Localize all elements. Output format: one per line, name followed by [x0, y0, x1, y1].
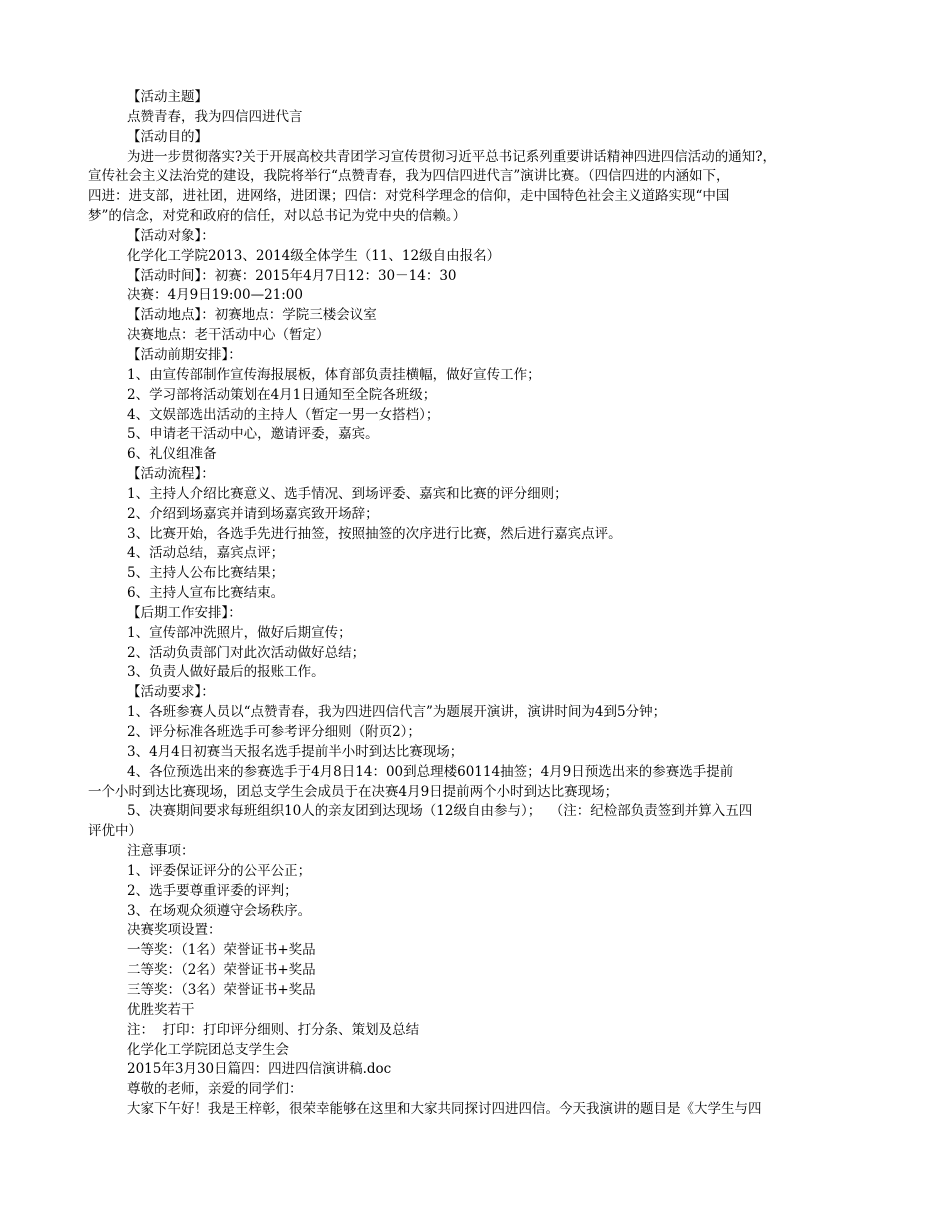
- award-item: 优胜奖若干: [127, 1001, 195, 1018]
- heading-notes: 注意事项：: [127, 843, 195, 860]
- text-line: 为进一步贯彻落实?关于开展高校共青团学习宣传贯彻习近平总书记系列重要讲话精神四进四信活动的通知?，: [127, 148, 776, 165]
- list-item: 2、介绍到场嘉宾并请到场嘉宾致开场辞；: [127, 505, 379, 522]
- list-item: 2、活动负责部门对此次活动做好总结；: [127, 644, 366, 661]
- heading-process: 【活动流程】：: [127, 466, 215, 483]
- text-line: 决赛：4月9日19:00—21:00: [127, 287, 303, 304]
- list-item: 1、主持人介绍比赛意义、选手情况、到场评委、嘉宾和比赛的评分细则；: [127, 485, 568, 502]
- award-item: 二等奖：（2名）荣誉证书+奖品: [127, 962, 316, 979]
- list-item: 5、主持人公布比赛结果；: [127, 565, 285, 582]
- list-item: 2、评分标准各班选手可参考评分细则（附页2）；: [127, 724, 421, 740]
- list-item: 3、负责人做好最后的报账工作。: [127, 664, 325, 681]
- list-item: 3、在场观众须遵守会场秩序。: [127, 902, 312, 919]
- salutation: 尊敬的老师，亲爱的同学们：: [127, 1081, 303, 1098]
- heading-awards: 决赛奖项设置：: [127, 922, 222, 939]
- list-item: 5、申请老干活动中心，邀请评委，嘉宾。: [127, 426, 379, 443]
- heading-location: 【活动地点】：初赛地点：学院三楼会议室: [127, 307, 377, 324]
- list-item: 3、4月4日初赛当天报名选手提前半小时到达比赛现场；: [127, 743, 464, 760]
- list-item: 1、宣传部冲洗照片，做好后期宣传；: [127, 624, 352, 641]
- print-note: 注： 打印：打印评分细则、打分条、策划及总结: [127, 1021, 420, 1038]
- list-item: 2、学习部将活动策划在4月1日通知至全院各班级；: [127, 386, 437, 403]
- organizer-signature: 化学化工学院团总支学生会: [127, 1041, 289, 1058]
- document-page: [88, 88, 868, 1120]
- list-item-continued: 一个小时到达比赛现场，团总支学生会成员于在决赛4月9日提前两个小时到达比赛现场；: [88, 783, 619, 800]
- list-item: 6、主持人宣布比赛结束。: [127, 585, 285, 602]
- speech-opening: 大家下午好！我是王梓彰，很荣幸能够在这里和大家共同探讨四进四信。今天我演讲的题目是《大学生与四: [127, 1101, 762, 1118]
- list-item: 1、评委保证评分的公平公正；: [127, 862, 312, 879]
- list-item: 1、各班参赛人员以“点赞青春，我为四进四信代言”为题展开演讲，演讲时间为4到5分钟；: [127, 704, 667, 721]
- award-item: 三等奖：（3名）荣誉证书+奖品: [127, 981, 316, 998]
- heading-purpose: 【活动目的】: [127, 128, 208, 145]
- list-item: 2、选手要尊重评委的评判；: [127, 882, 298, 899]
- text-line: 四进：进支部，进社团，进网络，进团课；四信：对党科学理念的信仰，走中国特色社会主义道路实现“中国: [88, 188, 730, 205]
- text-line: 宣传社会主义法治党的建设，我院将举行“点赞青春，我为四信四进代言”演讲比赛。（四信四进的内涵如下，: [88, 168, 730, 185]
- list-item: 4、文娱部选出活动的主持人（暂定一男一女搭档）；: [127, 406, 440, 423]
- award-item: 一等奖：（1名）荣誉证书+奖品: [127, 942, 316, 959]
- date-line: 2015年3月30日篇四：四进四信演讲稿.doc: [127, 1061, 392, 1078]
- list-item: 4、活动总结，嘉宾点评；: [127, 545, 285, 562]
- list-item: 3、比赛开始，各选手先进行抽签，按照抽签的次序进行比赛，然后进行嘉宾点评。: [127, 525, 622, 542]
- list-item: 6、礼仪组准备: [127, 446, 217, 463]
- list-item-continued: 评优中）: [88, 823, 142, 840]
- text-line: 梦”的信念，对党和政府的信任，对以总书记为党中央的信赖。）: [88, 208, 467, 225]
- heading-preparation: 【活动前期安排】：: [127, 346, 242, 363]
- heading-target: 【活动对象】：: [127, 227, 215, 244]
- list-item: 5、决赛期间要求每班组织10人的亲友团到达现场（12级自由参与）； （注：纪检部负责签到并算入五四: [127, 803, 753, 820]
- list-item: 1、由宣传部制作宣传海报展板，体育部负责挂横幅，做好宣传工作；: [127, 366, 541, 383]
- heading-theme: 【活动主题】: [127, 89, 208, 105]
- text-line: 化学化工学院2013、2014级全体学生（11、12级自由报名）: [127, 247, 501, 264]
- heading-followup: 【后期工作安排】：: [127, 604, 242, 621]
- text-line: 决赛地点：老干活动中心（暂定）: [127, 327, 330, 344]
- text-line: 点赞青春，我为四信四进代言: [127, 108, 303, 125]
- heading-time: 【活动时间】：初赛：2015年4月7日12：30－14：30: [127, 267, 457, 284]
- heading-requirements: 【活动要求】：: [127, 684, 215, 701]
- list-item: 4、各位预选出来的参赛选手于4月8日14：00到总理楼60114抽签；4月9日预选出来的参赛选手提前: [127, 763, 734, 780]
